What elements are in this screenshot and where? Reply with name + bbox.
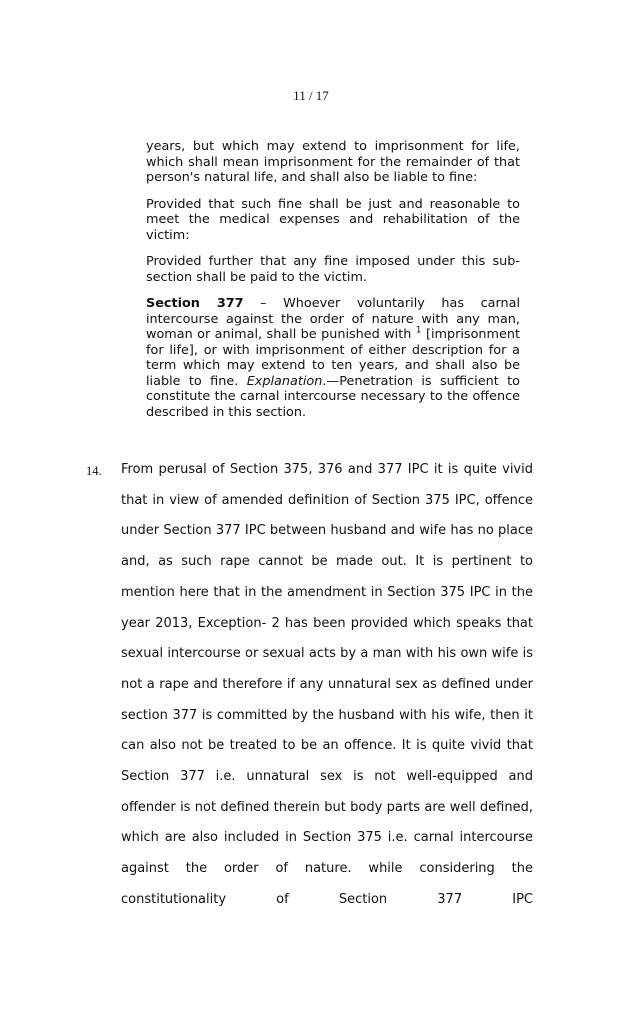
page-number: 11 / 17	[293, 88, 329, 103]
paragraph-14-text: From perusal of Section 375, 376 and 377 IPC it is quite vivid that in view of amended definition of Section 375 IPC, offence under Section 377 IPC between husband and wife has no place and, as such rape cannot be made out. It is pertinent to mention here that in the amendment in Section 375 IPC in the year 2013, Exception- 2 has been provided which speaks that sexual intercourse or sexual acts by a man with his own wife is not a rape and therefore if any unnatural sex as defined under section 377 is committed by the husband with his wife, then it can also not be treated to be an offence. It is quite vivid that Section 377 i.e. unnatural sex is not well-equipped and offender is not defined therein but body parts are well defined, which are also included in Section 375 i.e. carnal intercourse against the order of nature. while considering the constitutionality of Section 377 IPC	[121, 462, 533, 907]
section-377-heading: Section 377	[146, 296, 244, 311]
quoted-statute-block	[146, 139, 520, 420]
section-377-text-lead: – Whoever voluntarily has carnal intercourse against the order of nature with any man, woman or animal, shall be punished with	[146, 296, 520, 342]
section-377-paragraph	[146, 296, 520, 420]
paragraph-14	[86, 455, 533, 916]
section-377-text-end: .—Penetration is sufficient to constitute the carnal intercourse necessary to the offence described in this section.	[146, 373, 520, 420]
quote-paragraph-1: years, but which may extend to imprisonment for life, which shall mean imprisonment for the remainder of that person's natural life, and shall also be liable to fine:	[146, 139, 520, 185]
footnote-marker: 1	[415, 325, 422, 336]
quote-paragraph-3: Provided further that any fine imposed under this sub-section shall be paid to the victim.	[146, 254, 520, 285]
quote-paragraph-2: Provided that such fine shall be just and reasonable to meet the medical expenses and rehabilitation of the victim:	[146, 196, 520, 243]
paragraph-14-number: 14.	[86, 464, 102, 478]
explanation-label: Explanation	[246, 373, 323, 389]
section-377-text-mid: [imprisonment for life], or with imprisonment of either description for a term which may extend to ten years, and shall also be liable to fine.	[146, 327, 520, 389]
